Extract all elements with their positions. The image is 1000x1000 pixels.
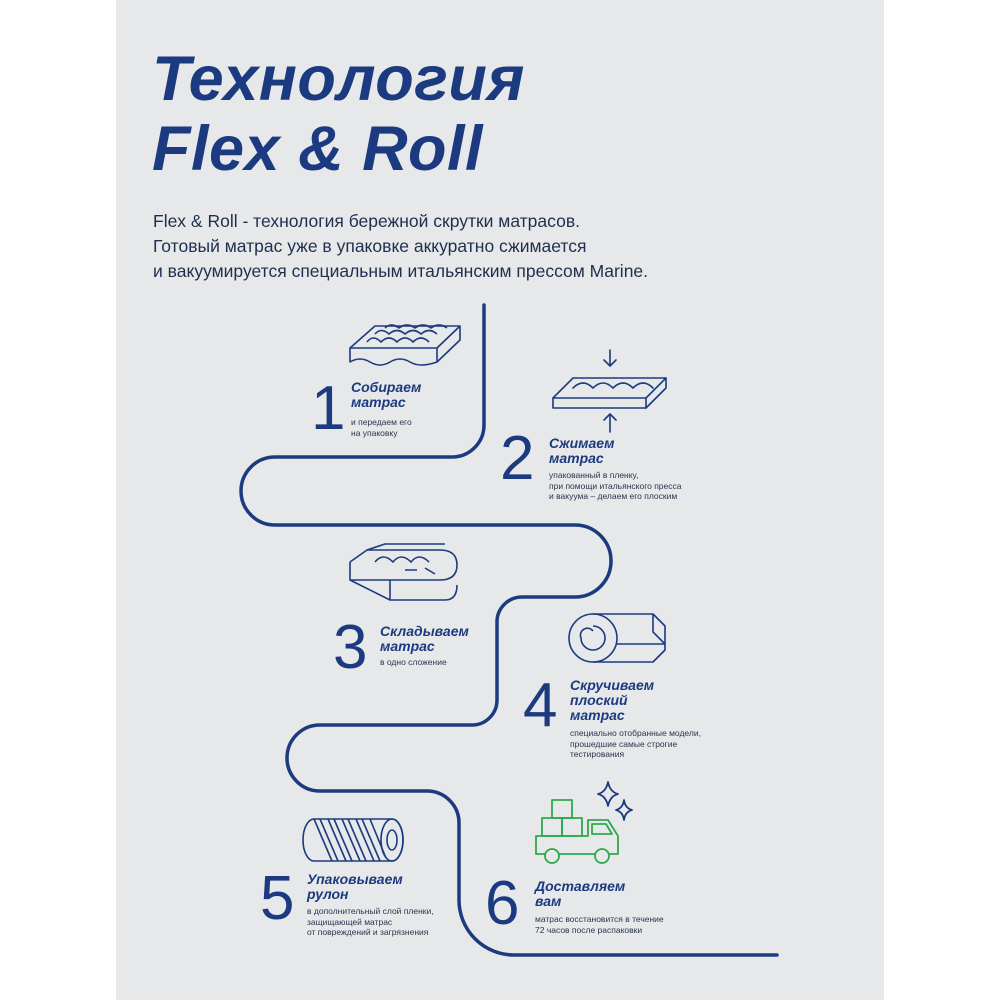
- step-1-description: и передаем его на упаковку: [351, 417, 412, 438]
- title-line-2: Flex & Roll: [152, 114, 484, 184]
- intro-line-1: Flex & Roll - технология бережной скрутки матрасов.: [153, 211, 580, 231]
- step-2-description: упакованный в пленку, при помощи итальянского пресса и вакуума – делаем его плоским: [549, 470, 682, 501]
- step-2-title: Сжимаем матрас: [549, 435, 615, 466]
- step-6-title: Доставляем вам: [535, 878, 626, 909]
- step-3-description: в одно сложение: [380, 657, 447, 667]
- intro-line-3: и вакуумируется специальным итальянским прессом Marine.: [153, 261, 649, 281]
- delivery-truck-icon: [530, 778, 640, 875]
- compress-icon: [548, 346, 673, 441]
- step-2-number: 2: [500, 424, 535, 493]
- step-5-description: в дополнительный слой пленки, защищающей матрас от повреждений и загрязнения: [307, 906, 434, 937]
- intro-line-2: Готовый матрас уже в упаковке аккуратно сжимается: [153, 236, 587, 256]
- step-3-number: 3: [333, 613, 368, 682]
- step-6-number: 6: [485, 869, 520, 938]
- step-5-number: 5: [260, 864, 295, 933]
- step-5-title: Упаковываем рулон: [307, 871, 403, 902]
- wrapped-roll-icon: [300, 816, 412, 871]
- step-4-title: Скручиваем плоский матрас: [570, 677, 655, 723]
- fold-icon: [345, 540, 465, 615]
- roll-icon: [565, 598, 670, 673]
- title-line-1: Технология: [152, 44, 525, 114]
- step-1-title: Собираем матрас: [351, 379, 422, 410]
- mattress-icon: [345, 318, 465, 378]
- step-6-description: матрас восстановится в течение 72 часов после распаковки: [535, 914, 664, 935]
- step-4-description: специально отобранные модели, прошедшие самые строгие тестирования: [570, 728, 701, 759]
- step-3-title: Складываем матрас: [380, 623, 469, 654]
- step-1-number: 1: [311, 374, 346, 443]
- step-4-number: 4: [523, 671, 558, 740]
